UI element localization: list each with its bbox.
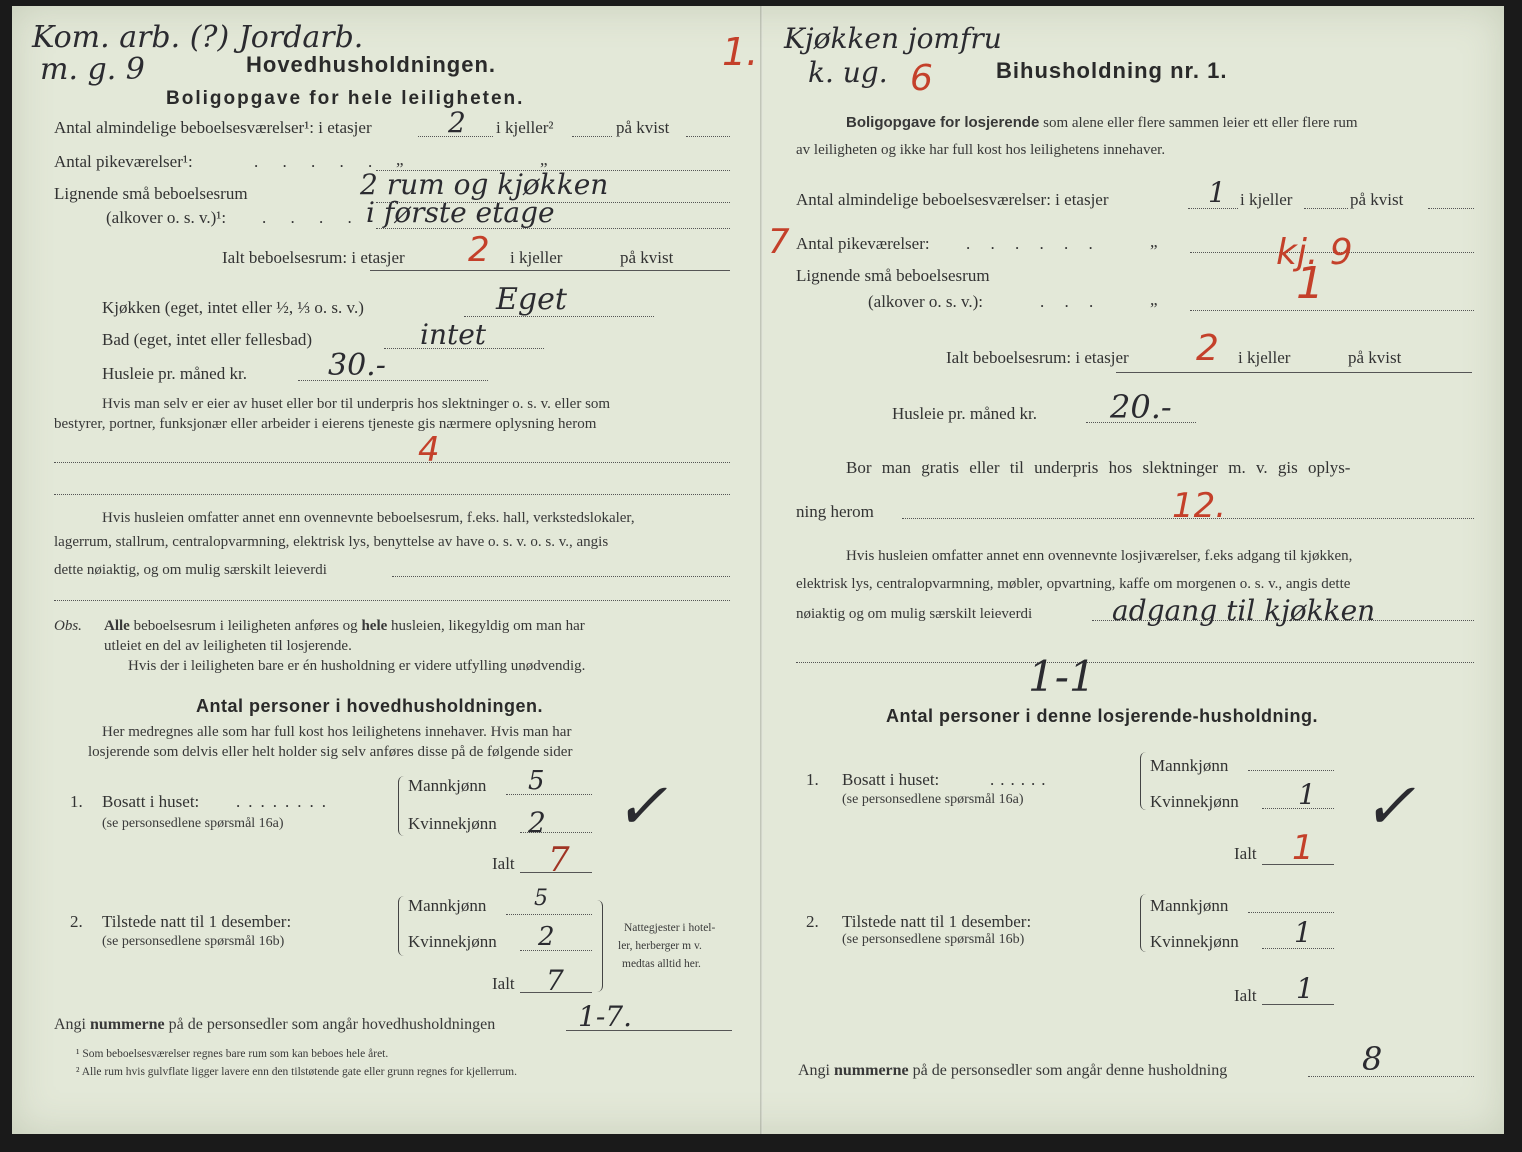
maid-rooms-label: Antal pikeværelser¹: — [54, 152, 193, 171]
small-rooms-handwritten-2: i første etage — [366, 196, 555, 229]
resident-total-value: 7 — [548, 840, 570, 880]
bath-value: intet — [420, 318, 487, 351]
margin-note-mg: m. g. 9 — [40, 52, 145, 87]
resident-male-value: 5 — [528, 766, 545, 796]
rooms-etasjer-value: 2 — [448, 106, 466, 139]
person-numbers-value: 1-7. — [578, 1000, 632, 1033]
margin-note-top: Kom. arb. (?) Jordarb. — [32, 20, 364, 55]
small-rooms-label: Lignende små beboelsesrum — [54, 184, 248, 203]
margin-note-right-2: k. ug. — [808, 56, 888, 89]
red-margin-number: 1. — [722, 30, 759, 74]
right-persons-title: Antal personer i denne losjerende-husholdning. — [886, 706, 1319, 726]
page-title: Hovedhusholdningen. — [246, 52, 496, 77]
rent-value: 30.- — [328, 348, 386, 383]
right-page-title: Bihusholdning nr. 1. — [996, 58, 1228, 83]
rent-label: Husleie pr. måned kr. — [102, 364, 247, 383]
alcove-label: (alkover o. s. v.)¹: — [106, 208, 227, 227]
kitchen-value: Eget — [496, 282, 567, 317]
right-total-rooms-label: Ialt beboelsesrum: i etasjer — [946, 348, 1129, 367]
margin-note-right: Kjøkken jomfru — [784, 22, 1002, 55]
kitchen-label: Kjøkken (eget, intet eller ½, ⅓ o. s. v.) — [102, 298, 364, 317]
total-rooms-label: Ialt beboelsesrum: i etasjer — [222, 248, 405, 267]
red-number-4: 4 — [418, 430, 440, 470]
rooms-label: Antal almindelige beboelsesværelser¹: i etasjer — [54, 118, 372, 137]
rooms-kjeller-label: i kjeller² — [496, 118, 554, 137]
right-maid-rooms-label: Antal pikeværelser: — [796, 234, 930, 253]
right-rent-value: 20.- — [1110, 388, 1172, 426]
small-rooms-handwritten: 2 rum og kjøkken — [360, 168, 609, 201]
right-rent-label: Husleie pr. måned kr. — [892, 404, 1037, 423]
persons-title: Antal personer i hovedhusholdningen. — [196, 696, 544, 716]
right-includes-value: adgang til kjøkken — [1112, 594, 1376, 627]
page-fold — [760, 6, 763, 1134]
bath-label: Bad (eget, intet eller fellesbad) — [102, 330, 313, 349]
right-maid-rooms-value: kj. 9 — [1276, 232, 1353, 273]
rooms-kvist-label: på kvist — [616, 118, 670, 137]
resident-female-value: 2 — [528, 806, 546, 839]
red-margin-number-right: 6 — [910, 58, 933, 99]
page-subtitle: Boligopgave for hele leiligheten. — [166, 88, 525, 109]
present-label: Tilstede natt til 1 desember: — [102, 912, 292, 931]
resident-label: Bosatt i huset: — [102, 792, 200, 811]
checkmark: ✓ — [614, 770, 668, 844]
right-rooms-label: Antal almindelige beboelsesværelser: i etasjer — [796, 190, 1109, 209]
total-rooms-etasjer-value: 2 — [468, 230, 490, 270]
